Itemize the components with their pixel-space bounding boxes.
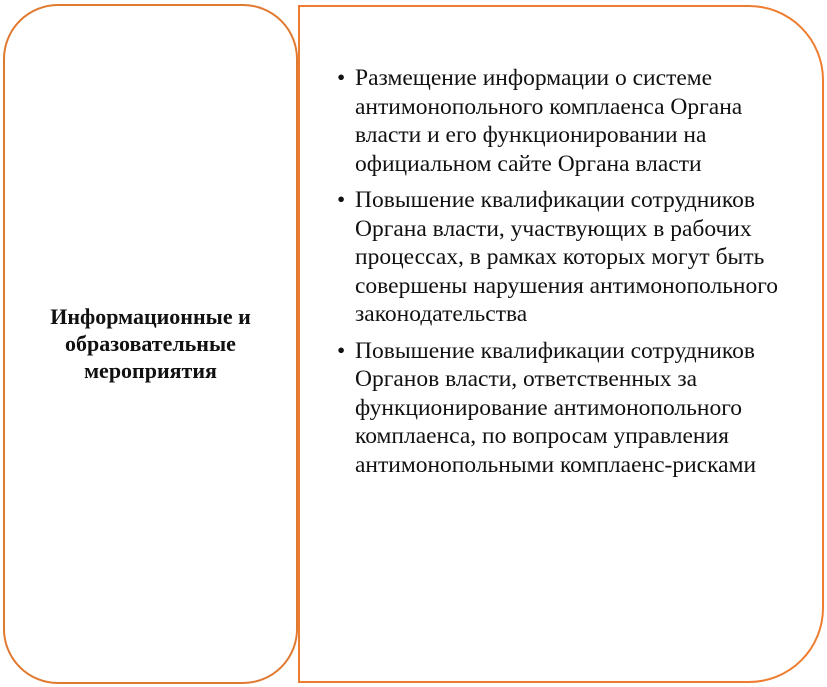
list-item xyxy=(337,337,807,480)
list-item-text: Повышение квалификации сотрудников Органов власти, ответственных за функционирование антимонопольного комплаенса, по вопросам управления антимонопольными комплаенс-рисками xyxy=(355,337,757,478)
category-box xyxy=(3,4,298,684)
list-item xyxy=(337,186,807,329)
bullet-icon: • xyxy=(337,337,346,364)
bullet-icon: • xyxy=(337,65,346,91)
list-item-text: Размещение информации о системе антимонопольного комплаенса Органа власти и его функционировании на официальном сайте Органа власти xyxy=(355,65,743,177)
category-title: Информационные и образовательные мероприятия xyxy=(50,303,251,383)
list-item-text: Повышение квалификации сотрудников Органа власти, участвующих в рабочих процессах, в рамках которых могут быть совершены нарушения антимонопольного законодательства xyxy=(355,187,779,327)
measures-box xyxy=(298,5,824,683)
bullet-icon: • xyxy=(337,187,346,213)
list-item xyxy=(337,64,807,178)
measures-list xyxy=(337,64,807,487)
